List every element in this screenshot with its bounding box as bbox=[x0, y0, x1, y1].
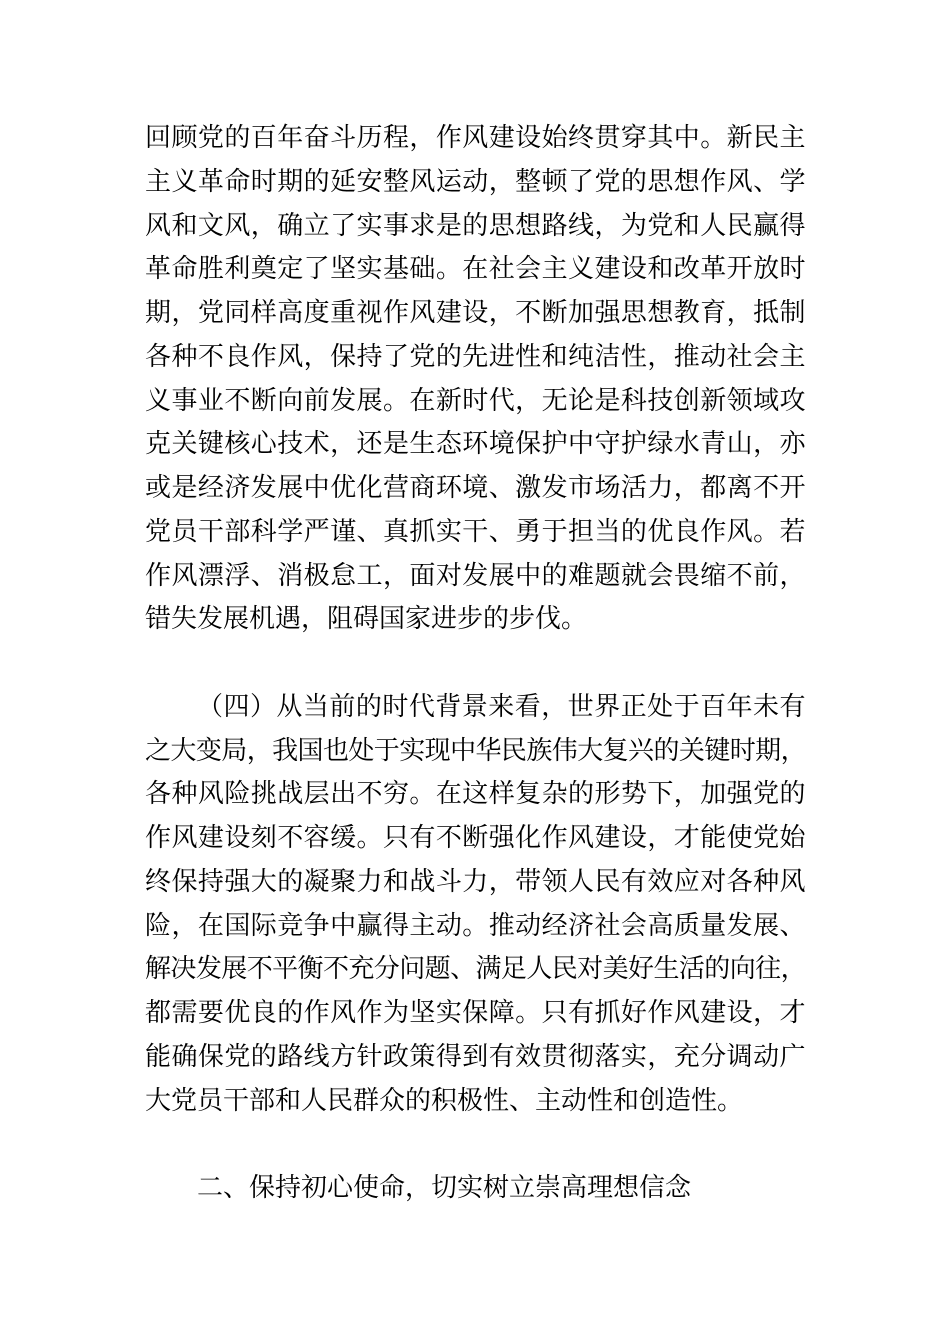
text-line bbox=[145, 291, 806, 335]
text-run: 能确保党的路线方针政策得到有效贯彻落实，充分调动广 bbox=[145, 1040, 806, 1071]
text-line bbox=[145, 772, 806, 816]
text-run: 回顾党的百年奋斗历程，作风建设始终贯穿其中。新民主 bbox=[145, 122, 806, 152]
text-run: 党员干部科学严谨、真抓实干、勇于担当的优良作风。若 bbox=[145, 515, 806, 546]
text-run: 解决发展不平衡不充分问题、满足人民对美好生活的向往， bbox=[145, 953, 806, 984]
text-run: 主义革命时期的延安整风运动，整顿了党的思想作风、学 bbox=[145, 165, 806, 196]
text-run: 二、保持初心使命，切实树立崇高理想信念 bbox=[197, 1172, 692, 1202]
text-run: 险，在国际竞争中赢得主动。推动经济社会高质量发展、 bbox=[145, 909, 806, 940]
text-run: 都需要优良的作风作为坚实保障。只有抓好作风建设，才 bbox=[145, 997, 806, 1027]
text-run: （四）从当前的时代背景来看，世界正处于百年未有 bbox=[197, 690, 806, 721]
paragraph bbox=[145, 116, 806, 641]
text-run: 大党员干部和人民群众的积极性、主动性和创造性。 bbox=[145, 1084, 744, 1115]
text-run: 革命胜利奠定了坚实基础。在社会主义建设和改革开放时 bbox=[145, 253, 806, 284]
text-run: 各种风险挑战层出不穷。在这样复杂的形势下，加强党的 bbox=[145, 778, 806, 809]
text-run: 之大变局，我国也处于实现中华民族伟大复兴的关键时期， bbox=[145, 734, 806, 765]
text-line bbox=[145, 466, 806, 510]
text-line bbox=[145, 160, 806, 204]
text-line bbox=[145, 247, 806, 291]
heading-line bbox=[145, 1166, 806, 1210]
text-run: 风和文风，确立了实事求是的思想路线，为党和人民赢得 bbox=[145, 209, 806, 240]
text-line bbox=[145, 597, 806, 641]
text-run: 错失发展机遇，阻碍国家进步的步伐。 bbox=[145, 603, 588, 634]
text-line bbox=[145, 510, 806, 554]
section-heading bbox=[145, 1166, 806, 1210]
text-line bbox=[145, 335, 806, 379]
text-line bbox=[145, 116, 806, 160]
text-line bbox=[145, 1035, 806, 1079]
text-run: 终保持强大的凝聚力和战斗力，带领人民有效应对各种风 bbox=[145, 865, 806, 896]
text-line bbox=[145, 554, 806, 598]
text-line bbox=[145, 1079, 806, 1123]
text-line bbox=[145, 379, 806, 423]
text-run: 克关键核心技术，还是生态环境保护中守护绿水青山，亦 bbox=[145, 428, 806, 459]
text-line bbox=[145, 904, 806, 948]
text-line bbox=[145, 816, 806, 860]
text-line bbox=[145, 422, 806, 466]
text-line bbox=[145, 685, 806, 729]
text-line bbox=[145, 991, 806, 1035]
text-run: 或是经济发展中优化营商环境、激发市场活力，都离不开 bbox=[145, 472, 806, 502]
text-run: 期，党同样高度重视作风建设，不断加强思想教育，抵制 bbox=[145, 297, 806, 327]
text-line bbox=[145, 204, 806, 248]
text-run: 作风漂浮、消极怠工，面对发展中的难题就会畏缩不前， bbox=[145, 559, 806, 590]
text-run: 义事业不断向前发展。在新时代，无论是科技创新领域攻 bbox=[145, 384, 806, 415]
text-run: 各种不良作风，保持了党的先进性和纯洁性，推动社会主 bbox=[145, 340, 806, 371]
paragraph bbox=[145, 685, 806, 1123]
text-line bbox=[145, 729, 806, 773]
text-run: 作风建设刻不容缓。只有不断强化作风建设，才能使党始 bbox=[145, 822, 806, 852]
text-line bbox=[145, 860, 806, 904]
text-line bbox=[145, 947, 806, 991]
